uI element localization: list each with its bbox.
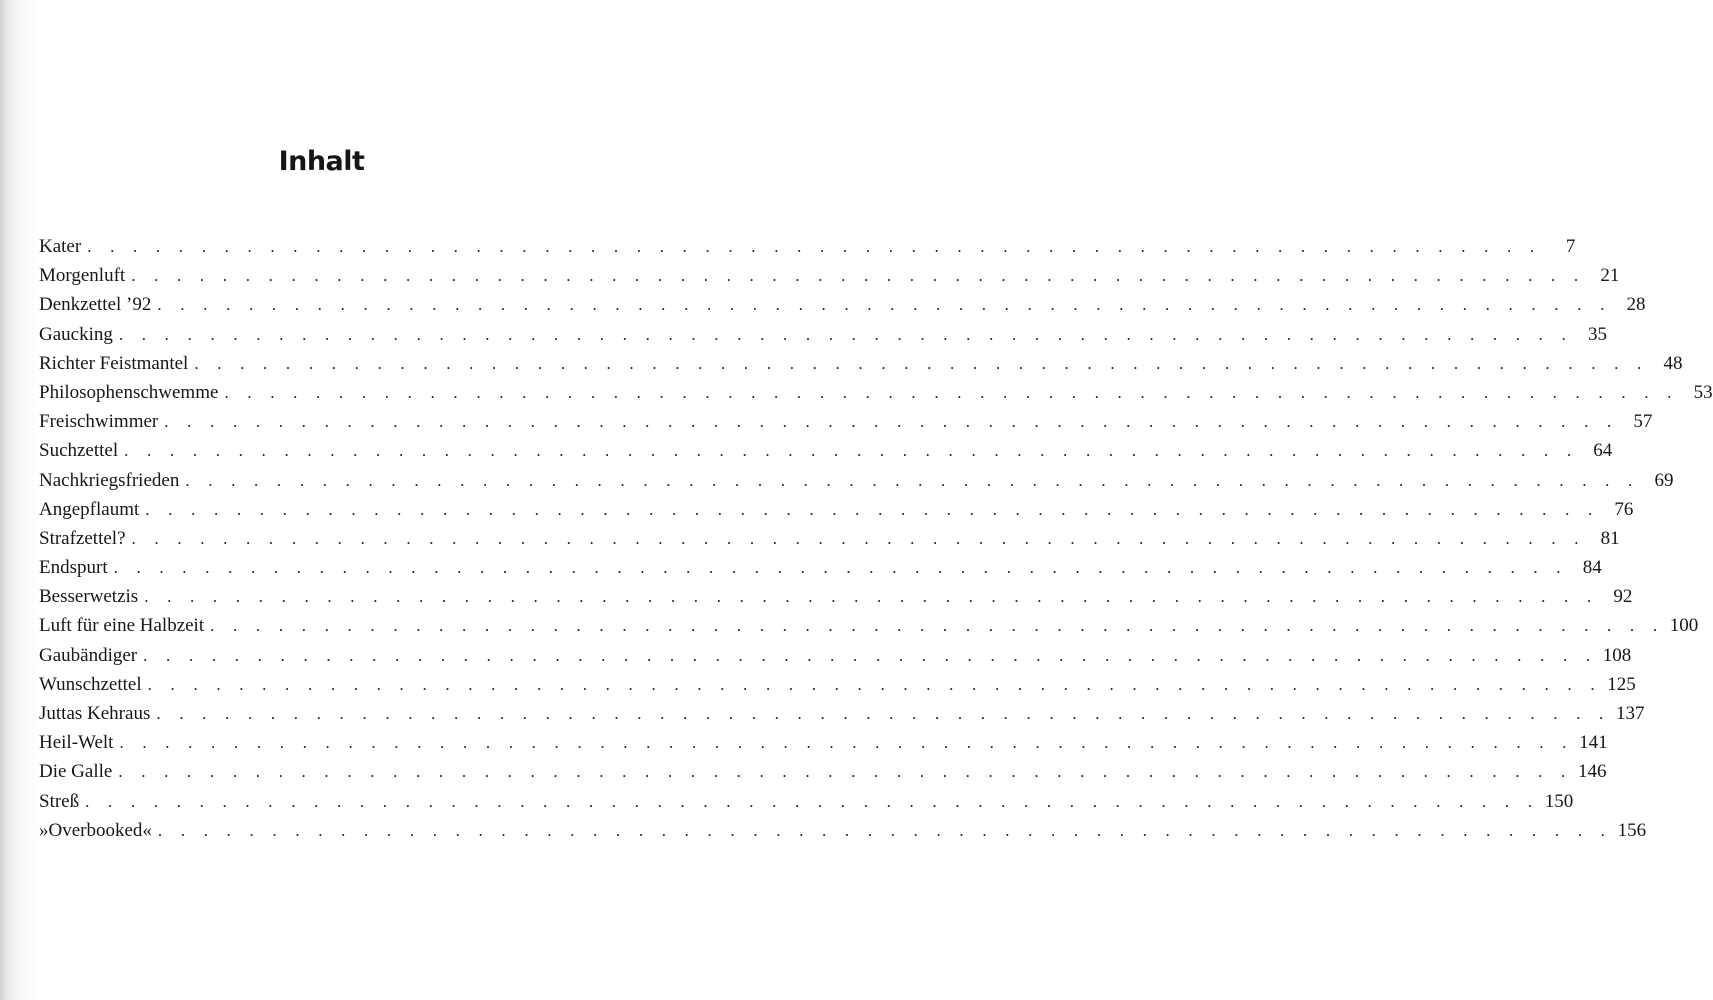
toc-entry-page: 137	[1616, 703, 1645, 724]
dot-leader: . . . . . . . . . . . . . . . . . . . . . . . . . . . . . . . . . . . . . . . . . . . . . . . . . . . . . . . . . . . . . . . .	[210, 616, 1665, 636]
toc-entry-title: Kater	[39, 236, 82, 257]
dot-leader: . . . . . . . . . . . . . . . . . . . . . . . . . . . . . . . . . . . . . . . . . . . . . . . . . . . . . . . . . . . . . . . .	[144, 587, 1599, 607]
toc-entry-page: 28	[1626, 294, 1646, 316]
toc-entry-page: 69	[1654, 469, 1674, 491]
dot-leader: . . . . . . . . . . . . . . . . . . . . . . . . . . . . . . . . . . . . . . . . . . . . . . . . . . . . . . . . . . . . . . . .	[185, 470, 1640, 490]
toc-entry	[39, 644, 1632, 674]
toc-entry	[39, 469, 1674, 499]
dot-leader: . . . . . . . . . . . . . . . . . . . . . . . . . . . . . . . . . . . . . . . . . . . . . . . . . . . . . . . . . . . . . . . .	[119, 733, 1574, 753]
dot-leader: . . . . . . . . . . . . . . . . . . . . . . . . . . . . . . . . . . . . . . . . . . . . . . . . . . . . . . . . . . . . . . . .	[145, 499, 1600, 519]
toc-entry	[39, 411, 1653, 440]
toc-entry-page: 7	[1565, 236, 1576, 257]
toc-entry-title: Die Galle	[39, 761, 113, 783]
toc-entry-title: Morgenluft	[39, 265, 126, 287]
toc-entry-title: Suchzettel	[39, 440, 119, 462]
dot-leader: . . . . . . . . . . . . . . . . . . . . . . . . . . . . . . . . . . . . . . . . . . . . . . . . . . . . . . . . . . . . . . . .	[194, 353, 1649, 373]
toc-entry-page: 100	[1669, 615, 1699, 637]
toc-entry-title: Gaucking	[39, 323, 113, 345]
toc-entry-page: 48	[1663, 352, 1683, 374]
toc-entry	[39, 265, 1620, 294]
toc-entry	[39, 498, 1634, 528]
dot-leader: . . . . . . . . . . . . . . . . . . . . . . . . . . . . . . . . . . . . . . . . . . . . . . . . . . . . . . . . . . . . . . . .	[224, 382, 1679, 402]
toc-entry	[39, 761, 1607, 790]
toc-entry	[39, 236, 1576, 265]
toc-entry-title: Gaubändiger	[39, 644, 138, 666]
toc-entry-title: Nachkriegsfrieden	[39, 469, 180, 491]
toc-entry-page: 141	[1579, 732, 1608, 754]
dot-leader: . . . . . . . . . . . . . . . . . . . . . . . . . . . . . . . . . . . . . . . . . . . . . . . . . . . . . . . . . . . . . . . .	[85, 791, 1540, 811]
dot-leader: . . . . . . . . . . . . . . . . . . . . . . . . . . . . . . . . . . . . . . . . . . . . . . . . . . . . . . . . . . . . . . . .	[124, 441, 1579, 461]
toc-entry	[39, 381, 1713, 411]
dot-leader: . . . . . . . . . . . . . . . . . . . . . . . . . . . . . . . . . . . . . . . . . . . . . . . . . . . . . . . . . . . . . . . .	[157, 295, 1612, 315]
toc-entry-title: Streß	[39, 790, 80, 812]
toc-entry	[39, 790, 1574, 820]
dot-leader: . . . . . . . . . . . . . . . . . . . . . . . . . . . . . . . . . . . . . . . . . . . . . . . . . . . . . . . . . . . . . . . .	[113, 558, 1568, 578]
toc-entry-title: Besserwetzis	[39, 586, 139, 608]
toc-entry-title: Luft für eine Halbzeit	[39, 615, 205, 637]
toc-entry	[39, 819, 1647, 849]
dot-leader: . . . . . . . . . . . . . . . . . . . . . . . . . . . . . . . . . . . . . . . . . . . . . . . . . . . . . . . . . . . . . . . .	[87, 237, 1542, 256]
table-of-contents	[39, 236, 1713, 849]
toc-entry-title: »Overbooked«	[39, 819, 152, 841]
toc-entry-page: 108	[1602, 644, 1632, 666]
toc-entry	[39, 352, 1683, 382]
toc-entry-page: 125	[1607, 673, 1636, 695]
toc-entry-title: Heil-Welt	[39, 732, 114, 754]
toc-entry	[39, 615, 1699, 644]
dot-leader: . . . . . . . . . . . . . . . . . . . . . . . . . . . . . . . . . . . . . . . . . . . . . . . . . . . . . . . . . . . . . . . .	[131, 266, 1586, 286]
toc-entry	[39, 557, 1602, 586]
toc-entry-page: 57	[1633, 411, 1653, 433]
dot-leader: . . . . . . . . . . . . . . . . . . . . . . . . . . . . . . . . . . . . . . . . . . . . . . . . . . . . . . . . . . . . . . . .	[143, 645, 1598, 665]
toc-entry-title: Endspurt	[39, 557, 108, 579]
toc-entry-page: 81	[1600, 527, 1620, 549]
dot-leader: . . . . . . . . . . . . . . . . . . . . . . . . . . . . . . . . . . . . . . . . . . . . . . . . . . . . . . . . . . . . . . . .	[157, 820, 1613, 840]
page-title: Inhalt	[278, 146, 365, 177]
toc-entry	[39, 527, 1620, 557]
toc-entry-page: 146	[1577, 761, 1607, 783]
toc-entry	[39, 294, 1646, 323]
toc-entry	[39, 732, 1608, 761]
toc-entry-title: Strafzettel?	[39, 527, 126, 549]
toc-entry-page: 150	[1544, 790, 1574, 812]
toc-entry-page: 156	[1617, 819, 1647, 841]
toc-entry-page: 21	[1600, 265, 1620, 287]
toc-entry-title: Juttas Kehraus	[39, 703, 151, 724]
toc-entry-page: 84	[1582, 557, 1602, 579]
toc-entry	[39, 323, 1608, 353]
toc-entry-page: 76	[1614, 498, 1634, 520]
toc-entry	[39, 586, 1633, 615]
dot-leader: . . . . . . . . . . . . . . . . . . . . . . . . . . . . . . . . . . . . . . . . . . . . . . . . . . . . . . . . . . . . . . . .	[131, 528, 1586, 548]
toc-entry	[39, 673, 1636, 703]
dot-leader: . . . . . . . . . . . . . . . . . . . . . . . . . . . . . . . . . . . . . . . . . . . . . . . . . . . . . . . . . . . . . . . .	[164, 412, 1619, 432]
toc-entry-page: 35	[1588, 323, 1608, 345]
dot-leader: . . . . . . . . . . . . . . . . . . . . . . . . . . . . . . . . . . . . . . . . . . . . . . . . . . . . . . . . . . . . . . . .	[147, 674, 1602, 694]
toc-entry	[39, 703, 1645, 732]
dot-leader: . . . . . . . . . . . . . . . . . . . . . . . . . . . . . . . . . . . . . . . . . . . . . . . . . . . . . . . . . . . . . . . .	[156, 704, 1611, 723]
toc-entry-page: 64	[1593, 440, 1613, 462]
toc-entry	[39, 440, 1613, 469]
toc-entry-title: Richter Feistmantel	[39, 352, 189, 374]
toc-entry-title: Philosophenschwemme	[39, 381, 219, 403]
dot-leader: . . . . . . . . . . . . . . . . . . . . . . . . . . . . . . . . . . . . . . . . . . . . . . . . . . . . . . . . . . . . . . . .	[118, 324, 1574, 344]
toc-entry-title: Denkzettel ’92	[39, 294, 152, 316]
toc-entry-page: 53	[1693, 381, 1713, 403]
toc-entry-title: Wunschzettel	[39, 673, 142, 695]
toc-entry-title: Freischwimmer	[39, 411, 159, 433]
toc-entry-page: 92	[1613, 586, 1633, 608]
toc-entry-title: Angepflaumt	[39, 498, 140, 520]
dot-leader: . . . . . . . . . . . . . . . . . . . . . . . . . . . . . . . . . . . . . . . . . . . . . . . . . . . . . . . . . . . . . . . .	[118, 762, 1573, 782]
